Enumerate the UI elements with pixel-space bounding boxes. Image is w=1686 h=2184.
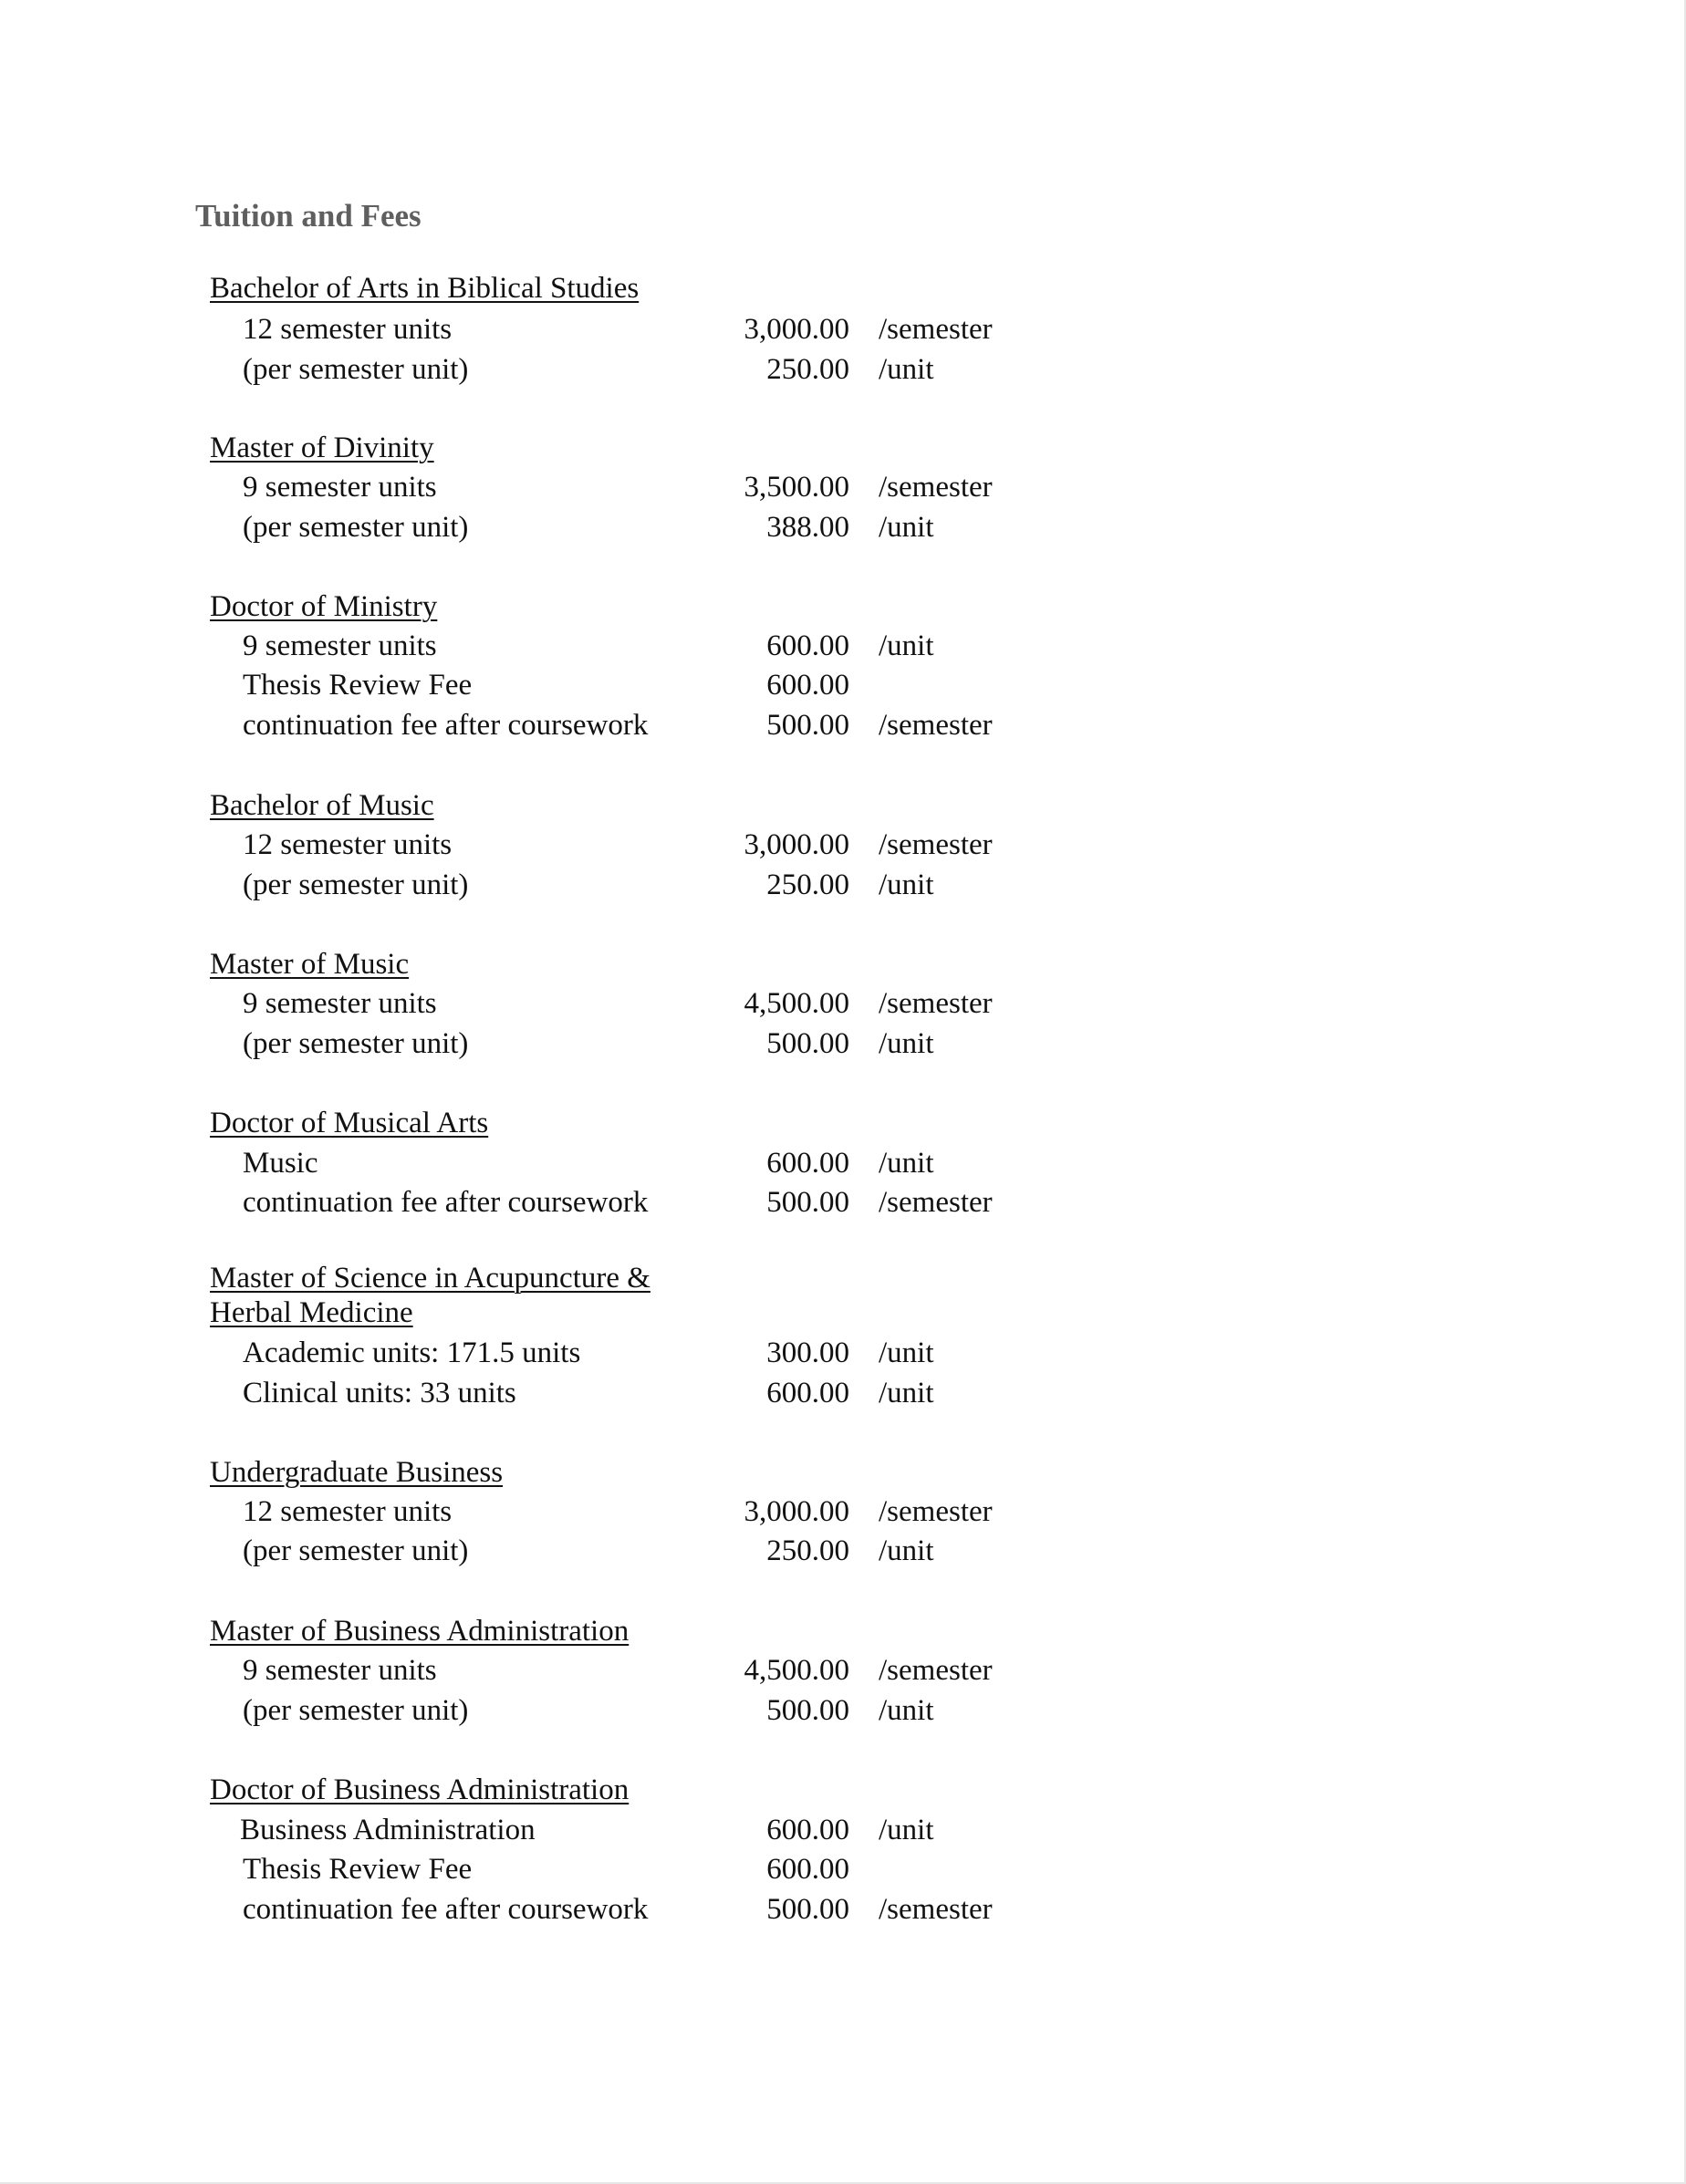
fee-row bbox=[0, 1333, 1686, 1373]
fee-label: 9 semester units bbox=[243, 471, 437, 504]
fee-row bbox=[0, 705, 1686, 745]
fee-label: Business Administration bbox=[240, 1814, 536, 1846]
fee-unit: /semester bbox=[879, 987, 993, 1020]
fee-amount: 600.00 bbox=[766, 1814, 849, 1846]
fee-label: continuation fee after coursework bbox=[243, 709, 649, 742]
fee-row bbox=[0, 349, 1686, 390]
fee-unit: /unit bbox=[879, 1336, 934, 1369]
fee-amount: 250.00 bbox=[766, 868, 849, 901]
fee-amount: 3,000.00 bbox=[744, 1495, 849, 1528]
fee-amount: 600.00 bbox=[766, 629, 849, 662]
fee-amount: 500.00 bbox=[766, 1893, 849, 1926]
fee-unit: /unit bbox=[879, 1147, 934, 1180]
fee-row bbox=[0, 1810, 1686, 1850]
fee-amount: 500.00 bbox=[766, 1694, 849, 1727]
fee-amount: 600.00 bbox=[766, 1377, 849, 1409]
fee-label: Music bbox=[243, 1147, 318, 1180]
fee-row bbox=[0, 865, 1686, 905]
program-heading: Master of Music bbox=[210, 948, 410, 981]
fee-amount: 250.00 bbox=[766, 1534, 849, 1567]
fee-label: Thesis Review Fee bbox=[243, 1853, 473, 1886]
fee-row bbox=[0, 665, 1686, 705]
fee-label: Clinical units: 33 units bbox=[243, 1377, 516, 1409]
fee-unit: /semester bbox=[879, 1654, 993, 1687]
fee-label: (per semester unit) bbox=[243, 353, 469, 386]
fee-label: 9 semester units bbox=[243, 987, 437, 1020]
fee-label: 12 semester units bbox=[243, 828, 453, 861]
fee-unit: /semester bbox=[879, 313, 993, 346]
fee-row bbox=[0, 1373, 1686, 1413]
fee-label: 9 semester units bbox=[243, 1654, 437, 1687]
fee-row bbox=[0, 1531, 1686, 1571]
fee-row bbox=[0, 825, 1686, 865]
fee-unit: /unit bbox=[879, 353, 934, 386]
fee-unit: /semester bbox=[879, 1186, 993, 1219]
fee-amount: 600.00 bbox=[766, 1147, 849, 1180]
fee-amount: 500.00 bbox=[766, 1027, 849, 1060]
fee-row bbox=[0, 1024, 1686, 1064]
fee-unit: /semester bbox=[879, 828, 993, 861]
fee-unit: /semester bbox=[879, 471, 993, 504]
fee-unit: /unit bbox=[879, 1534, 934, 1567]
fee-row bbox=[0, 1849, 1686, 1889]
fee-label: continuation fee after coursework bbox=[243, 1893, 649, 1926]
fee-label: 12 semester units bbox=[243, 313, 453, 346]
program-heading: Master of Business Administration bbox=[210, 1615, 630, 1648]
fee-unit: /unit bbox=[879, 1814, 934, 1846]
fee-label: (per semester unit) bbox=[243, 868, 469, 901]
program-heading: Undergraduate Business bbox=[210, 1456, 504, 1489]
fee-row bbox=[0, 1492, 1686, 1532]
fee-amount: 500.00 bbox=[766, 709, 849, 742]
fee-row bbox=[0, 507, 1686, 547]
page-title: Tuition and Fees bbox=[195, 198, 422, 234]
fee-label: 12 semester units bbox=[243, 1495, 453, 1528]
fee-amount: 500.00 bbox=[766, 1186, 849, 1219]
fee-amount: 3,000.00 bbox=[744, 313, 849, 346]
fee-amount: 600.00 bbox=[766, 669, 849, 702]
fee-unit: /semester bbox=[879, 709, 993, 742]
fee-label: (per semester unit) bbox=[243, 511, 469, 544]
fee-row bbox=[0, 1650, 1686, 1690]
fee-unit: /unit bbox=[879, 511, 934, 544]
fee-label: Thesis Review Fee bbox=[243, 669, 473, 702]
fee-label: (per semester unit) bbox=[243, 1534, 469, 1567]
fee-amount: 600.00 bbox=[766, 1853, 849, 1886]
fee-label: Academic units: 171.5 units bbox=[243, 1336, 581, 1369]
fee-row bbox=[0, 309, 1686, 349]
fee-row bbox=[0, 1143, 1686, 1183]
fee-unit: /semester bbox=[879, 1495, 993, 1528]
fee-amount: 3,000.00 bbox=[744, 828, 849, 861]
fee-unit: /unit bbox=[879, 1027, 934, 1060]
fee-unit: /unit bbox=[879, 868, 934, 901]
fee-unit: /unit bbox=[879, 1694, 934, 1727]
fee-label: (per semester unit) bbox=[243, 1694, 469, 1727]
fee-label: 9 semester units bbox=[243, 629, 437, 662]
fee-row bbox=[0, 983, 1686, 1024]
fee-label: (per semester unit) bbox=[243, 1027, 469, 1060]
program-heading: Bachelor of Arts in Biblical Studies bbox=[210, 272, 640, 305]
fee-amount: 4,500.00 bbox=[744, 1654, 849, 1687]
fee-amount: 250.00 bbox=[766, 353, 849, 386]
fee-row bbox=[0, 467, 1686, 507]
fee-label: continuation fee after coursework bbox=[243, 1186, 649, 1219]
fee-unit: /semester bbox=[879, 1893, 993, 1926]
fee-amount: 3,500.00 bbox=[744, 471, 849, 504]
fee-row bbox=[0, 1690, 1686, 1731]
fee-unit: /unit bbox=[879, 1377, 934, 1409]
fee-row bbox=[0, 626, 1686, 666]
fee-amount: 4,500.00 bbox=[744, 987, 849, 1020]
fee-amount: 300.00 bbox=[766, 1336, 849, 1369]
fee-unit: /unit bbox=[879, 629, 934, 662]
program-heading: Doctor of Ministry bbox=[210, 590, 438, 623]
fee-row bbox=[0, 1889, 1686, 1929]
fee-amount: 388.00 bbox=[766, 511, 849, 544]
program-heading: Doctor of Musical Arts bbox=[210, 1107, 489, 1139]
program-heading: Master of Divinity bbox=[210, 432, 434, 464]
fee-row bbox=[0, 1182, 1686, 1222]
program-heading: Master of Science in Acupuncture & Herbal Medicine bbox=[210, 1262, 650, 1329]
program-heading: Doctor of Business Administration bbox=[210, 1773, 630, 1806]
program-heading: Bachelor of Music bbox=[210, 789, 434, 822]
